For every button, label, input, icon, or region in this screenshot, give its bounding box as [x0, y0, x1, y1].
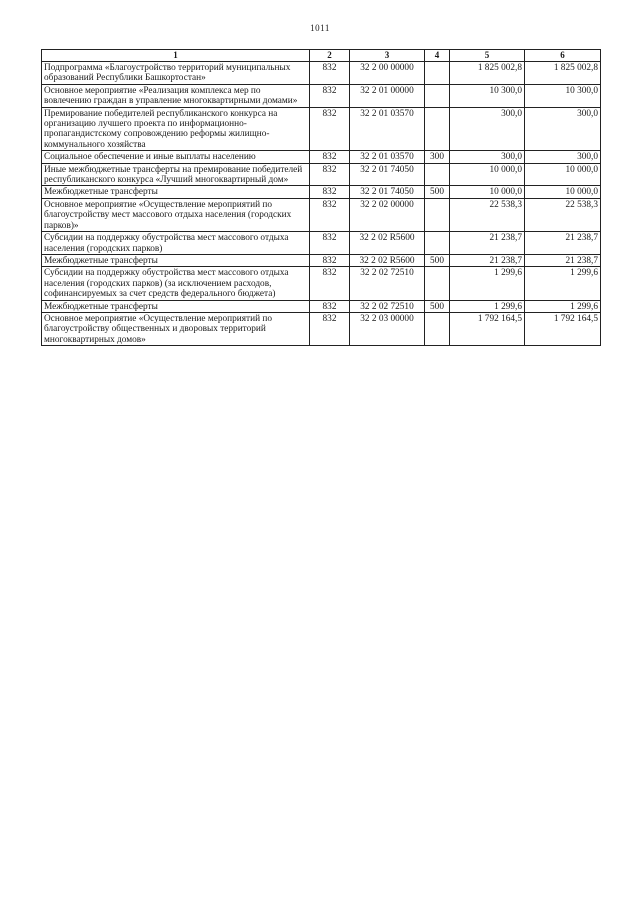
row-csr-cell: 32 2 02 R5600 [350, 254, 425, 266]
table-row [42, 300, 601, 312]
row-csr-cell: 32 2 01 74050 [350, 163, 425, 186]
row-sum2-cell: 300,0 [525, 151, 601, 163]
row-name-cell: Основное мероприятие «Осуществление мероприятий по благоустройству мест массового отдыха населения (городских парков)» [42, 198, 310, 231]
row-vr-cell [425, 163, 450, 186]
row-ministry-cell: 832 [310, 300, 350, 312]
row-sum2-cell: 10 300,0 [525, 84, 601, 107]
row-ministry-cell: 832 [310, 312, 350, 345]
table-row [42, 62, 601, 85]
row-csr-cell: 32 2 01 00000 [350, 84, 425, 107]
header-col-1: 1 [42, 50, 310, 62]
row-name-cell: Межбюджетные трансферты [42, 254, 310, 266]
table-row [42, 312, 601, 345]
row-sum1-cell: 10 300,0 [450, 84, 525, 107]
row-name-cell: Иные межбюджетные трансферты на премирование победителей республиканского конкурса «Лучший многоквартирный дом» [42, 163, 310, 186]
row-vr-cell [425, 198, 450, 231]
table-row [42, 254, 601, 266]
row-sum1-cell: 21 238,7 [450, 254, 525, 266]
row-name-cell: Премирование победителей республиканского конкурса на организацию лучшего проекта по информационно-пропагандистскому сопровождению реформы жилищно-коммунального хозяйства [42, 107, 310, 151]
header-col-2: 2 [310, 50, 350, 62]
row-csr-cell: 32 2 01 74050 [350, 186, 425, 198]
row-sum1-cell: 1 825 002,8 [450, 62, 525, 85]
row-sum2-cell: 21 238,7 [525, 254, 601, 266]
row-name-cell: Основное мероприятие «Реализация комплекса мер по вовлечению граждан в управление многоквартирными домами» [42, 84, 310, 107]
row-sum2-cell: 1 299,6 [525, 300, 601, 312]
row-sum2-cell: 1 825 002,8 [525, 62, 601, 85]
row-sum1-cell: 10 000,0 [450, 163, 525, 186]
row-vr-cell [425, 232, 450, 255]
row-csr-cell: 32 2 02 72510 [350, 267, 425, 300]
row-vr-cell [425, 312, 450, 345]
row-name-cell: Межбюджетные трансферты [42, 186, 310, 198]
row-ministry-cell: 832 [310, 232, 350, 255]
header-col-4: 4 [425, 50, 450, 62]
row-sum2-cell: 22 538,3 [525, 198, 601, 231]
row-name-cell: Субсидии на поддержку обустройства мест массового отдыха населения (городских парков) [42, 232, 310, 255]
row-csr-cell: 32 2 00 00000 [350, 62, 425, 85]
table-row [42, 107, 601, 151]
row-ministry-cell: 832 [310, 107, 350, 151]
row-sum1-cell: 1 299,6 [450, 267, 525, 300]
row-ministry-cell: 832 [310, 254, 350, 266]
table-row [42, 163, 601, 186]
table-row [42, 267, 601, 300]
table-header-row [42, 50, 601, 62]
page-number: 1011 [310, 23, 330, 33]
row-name-cell: Межбюджетные трансферты [42, 300, 310, 312]
row-csr-cell: 32 2 01 03570 [350, 107, 425, 151]
table-row [42, 232, 601, 255]
row-sum2-cell: 1 792 164,5 [525, 312, 601, 345]
table-row [42, 84, 601, 107]
row-ministry-cell: 832 [310, 84, 350, 107]
header-col-3: 3 [350, 50, 425, 62]
row-vr-cell: 500 [425, 254, 450, 266]
table-row [42, 198, 601, 231]
row-csr-cell: 32 2 01 03570 [350, 151, 425, 163]
header-col-6: 6 [525, 50, 601, 62]
row-vr-cell: 500 [425, 186, 450, 198]
row-sum1-cell: 300,0 [450, 107, 525, 151]
row-vr-cell: 300 [425, 151, 450, 163]
table-row [42, 151, 601, 163]
table-row [42, 186, 601, 198]
row-name-cell: Субсидии на поддержку обустройства мест массового отдыха населения (городских парков) (за исключением расходов, софинансируемых за счет средств федерального бюджета) [42, 267, 310, 300]
row-sum1-cell: 1 299,6 [450, 300, 525, 312]
row-sum1-cell: 300,0 [450, 151, 525, 163]
row-sum2-cell: 10 000,0 [525, 186, 601, 198]
row-ministry-cell: 832 [310, 62, 350, 85]
row-sum2-cell: 300,0 [525, 107, 601, 151]
row-vr-cell [425, 62, 450, 85]
budget-table [41, 49, 601, 346]
row-ministry-cell: 832 [310, 151, 350, 163]
row-name-cell: Подпрограмма «Благоустройство территорий муниципальных образований Республики Башкортостан» [42, 62, 310, 85]
row-sum2-cell: 1 299,6 [525, 267, 601, 300]
row-sum1-cell: 1 792 164,5 [450, 312, 525, 345]
row-sum2-cell: 21 238,7 [525, 232, 601, 255]
row-name-cell: Социальное обеспечение и иные выплаты населению [42, 151, 310, 163]
row-csr-cell: 32 2 02 R5600 [350, 232, 425, 255]
row-vr-cell [425, 267, 450, 300]
row-vr-cell: 500 [425, 300, 450, 312]
row-sum1-cell: 21 238,7 [450, 232, 525, 255]
row-vr-cell [425, 84, 450, 107]
row-ministry-cell: 832 [310, 198, 350, 231]
row-vr-cell [425, 107, 450, 151]
row-csr-cell: 32 2 02 00000 [350, 198, 425, 231]
row-ministry-cell: 832 [310, 186, 350, 198]
row-name-cell: Основное мероприятие «Осуществление мероприятий по благоустройству общественных и дворовых территорий многоквартирных домов» [42, 312, 310, 345]
row-csr-cell: 32 2 02 72510 [350, 300, 425, 312]
header-col-5: 5 [450, 50, 525, 62]
row-ministry-cell: 832 [310, 163, 350, 186]
row-csr-cell: 32 2 03 00000 [350, 312, 425, 345]
row-ministry-cell: 832 [310, 267, 350, 300]
row-sum1-cell: 10 000,0 [450, 186, 525, 198]
row-sum1-cell: 22 538,3 [450, 198, 525, 231]
row-sum2-cell: 10 000,0 [525, 163, 601, 186]
